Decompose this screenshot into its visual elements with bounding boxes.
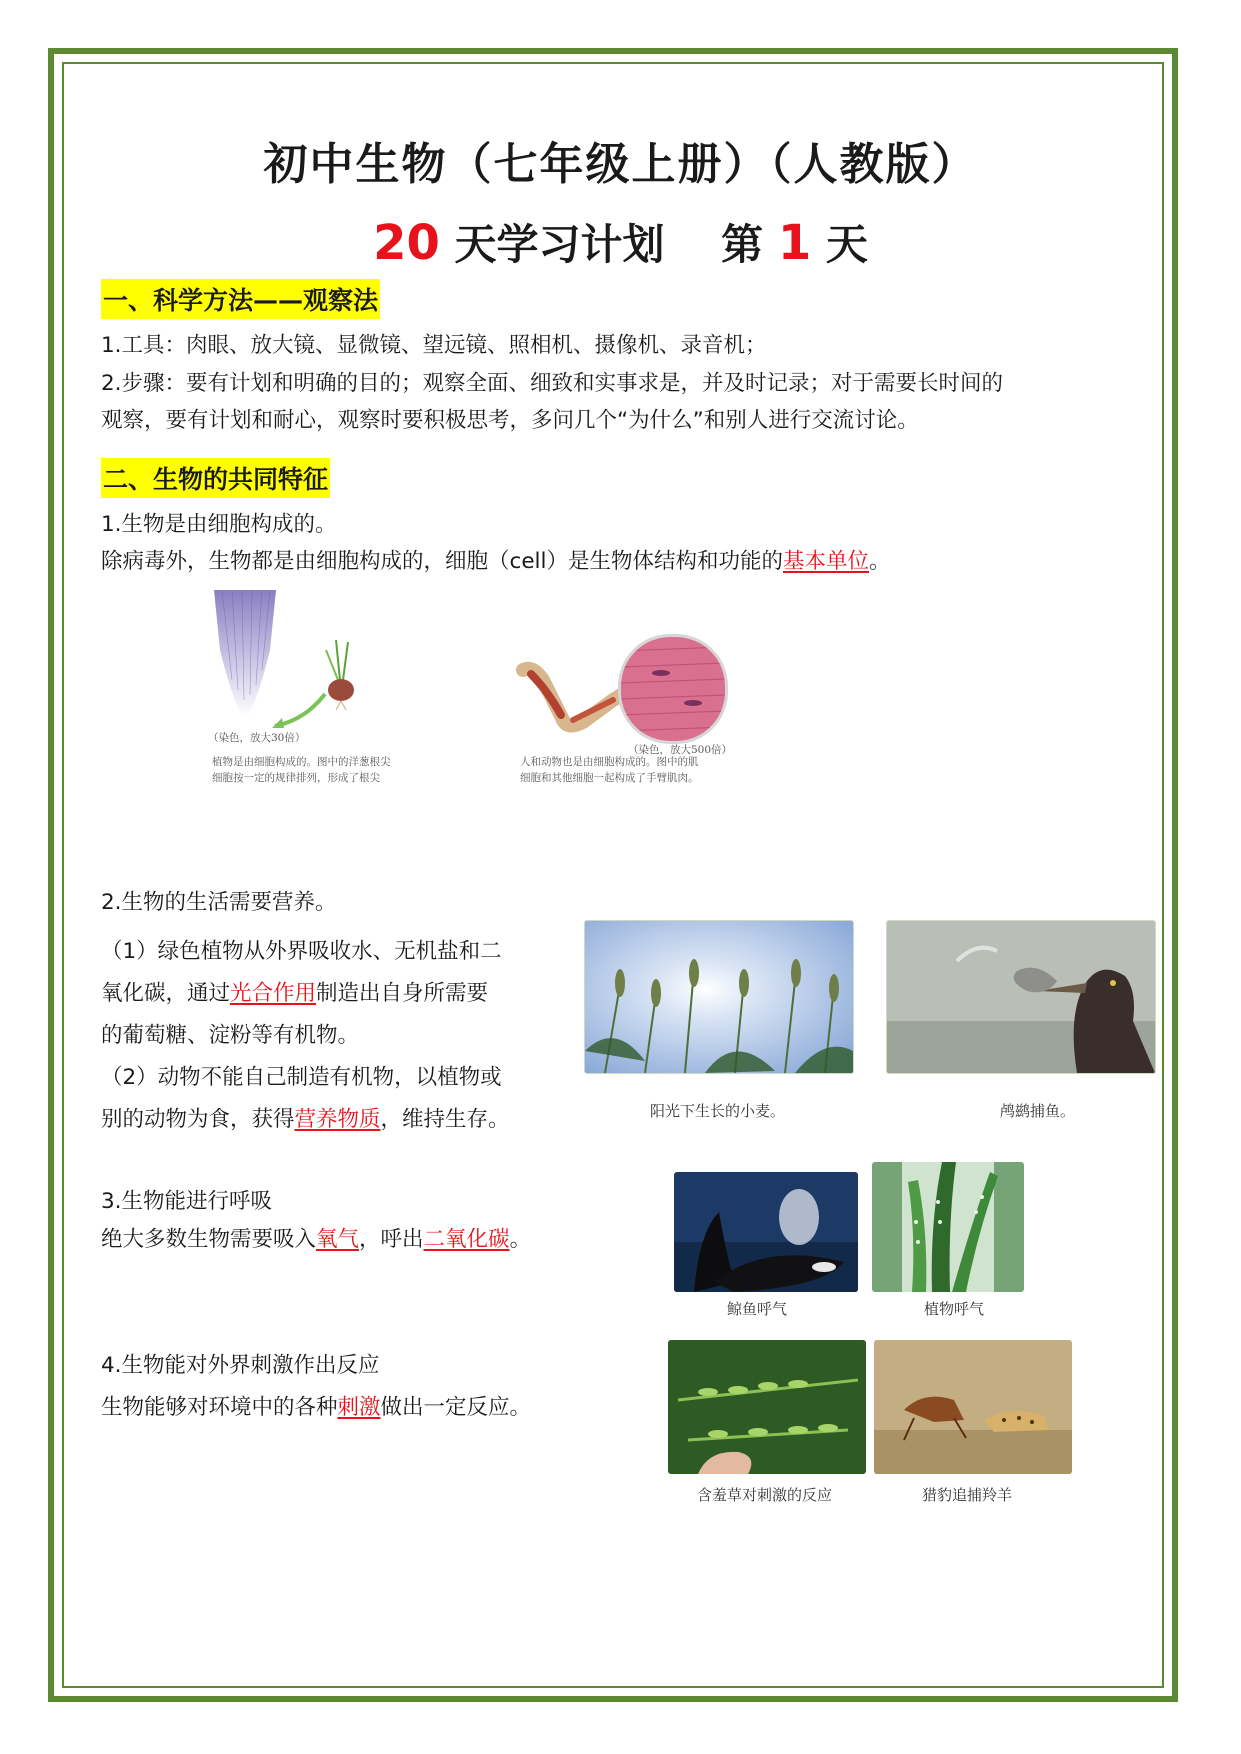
point4-text	[101, 1394, 531, 1422]
point2-line2-b: 制造出自身所需要	[316, 981, 489, 1006]
day-number: 1	[777, 215, 812, 271]
point3-text	[101, 1226, 531, 1254]
section2-heading: 二、生物的共同特征	[101, 458, 330, 498]
point2-line2	[101, 980, 488, 1008]
muscle-cell-zoom-image	[618, 634, 728, 744]
fig1-caption-line2: 细胞按一定的规律排列，形成了根尖	[212, 772, 380, 784]
point3-text-b: ，呼出	[359, 1227, 424, 1252]
fig1-caption-line1: 植物是由细胞构成的。图中的洋葱根尖	[212, 756, 391, 768]
fig2-caption-line2: 细胞和其他细胞一起构成了手臂肌肉。	[520, 772, 699, 784]
whale-caption: 鲸鱼呼气	[727, 1300, 788, 1318]
point1-text-a: 除病毒外，生物都是由细胞构成的，细胞（cell）是生物体结构和功能的	[101, 549, 783, 574]
fig2-stain-note: （染色，放大500倍）	[628, 744, 733, 756]
keyword-basic-unit: 基本单位	[783, 549, 870, 574]
point1-text	[101, 548, 891, 576]
point4-text-a: 生物能够对环境中的各种	[101, 1395, 338, 1420]
keyword-carbon-dioxide: 二氧化碳	[423, 1227, 510, 1252]
cheetah-chase-image	[874, 1340, 1072, 1474]
point2-line3: 的葡萄糖、淀粉等有机物。	[101, 1023, 360, 1048]
days-number: 20	[373, 215, 440, 271]
mimosa-reaction-image	[668, 1340, 866, 1474]
cormorant-caption: 鸬鹚捕鱼。	[1000, 1102, 1076, 1120]
plant-caption: 植物呼气	[924, 1300, 985, 1318]
keyword-oxygen: 氧气	[316, 1227, 360, 1252]
subtitle-end: 天	[811, 220, 868, 269]
section1-line1: 1.工具：肉眼、放大镜、显微镜、望远镜、照相机、摄像机、录音机；	[101, 333, 767, 358]
point2-line5-b: ，维持生存。	[380, 1107, 510, 1132]
whale-breathing-image	[674, 1172, 858, 1292]
section1-line3: 观察，要有计划和耐心，观察时要积极思考，多问几个“为什么”和别人进行交流讨论。	[101, 408, 919, 433]
wheat-caption: 阳光下生长的小麦。	[650, 1102, 786, 1120]
point2-title: 2.生物的生活需要营养。	[101, 890, 337, 915]
fig1-stain-note: （染色，放大30倍）	[208, 732, 306, 744]
point4-text-b: 做出一定反应。	[380, 1395, 532, 1420]
point3-title: 3.生物能进行呼吸	[101, 1189, 273, 1214]
point2-line2-a: 氧化碳，通过	[101, 981, 231, 1006]
point2-line1: （1）绿色植物从外界吸收水、无机盐和二	[101, 939, 502, 964]
mimosa-caption: 含羞草对刺激的反应	[697, 1486, 833, 1504]
arm-muscle-image	[513, 660, 633, 740]
plant-breathing-image	[872, 1162, 1024, 1292]
arrow-icon	[270, 690, 330, 730]
point3-text-a: 绝大多数生物需要吸入	[101, 1227, 317, 1252]
point2-line5-a: 别的动物为食，获得	[101, 1107, 295, 1132]
point1-title: 1.生物是由细胞构成的。	[101, 512, 337, 537]
section1-line2: 2.步骤：要有计划和明确的目的；观察全面、细致和实事求是，并及时记录；对于需要长时间的	[101, 371, 1004, 396]
keyword-nutrients: 营养物质	[294, 1107, 381, 1132]
section1-heading: 一、科学方法——观察法	[101, 279, 380, 319]
point3-text-c: 。	[509, 1227, 532, 1252]
keyword-photosynthesis: 光合作用	[230, 981, 317, 1006]
doc-subtitle	[0, 212, 1241, 272]
keyword-stimulus: 刺激	[337, 1395, 381, 1420]
point2-line5	[101, 1106, 510, 1134]
fig2-caption-line1: 人和动物也是由细胞构成的。图中的肌	[520, 756, 699, 768]
point4-title: 4.生物能对外界刺激作出反应	[101, 1353, 380, 1378]
point1-text-b: 。	[869, 549, 891, 574]
cormorant-fishing-image	[886, 920, 1156, 1074]
wheat-sunlight-image	[584, 920, 854, 1074]
point2-line4: （2）动物不能自己制造有机物，以植物或	[101, 1065, 502, 1090]
subtitle-middle: 天学习计划 第	[439, 220, 778, 269]
cheetah-caption: 猎豹追捕羚羊	[922, 1486, 1013, 1504]
doc-title: 初中生物（七年级上册）（人教版）	[263, 139, 978, 190]
